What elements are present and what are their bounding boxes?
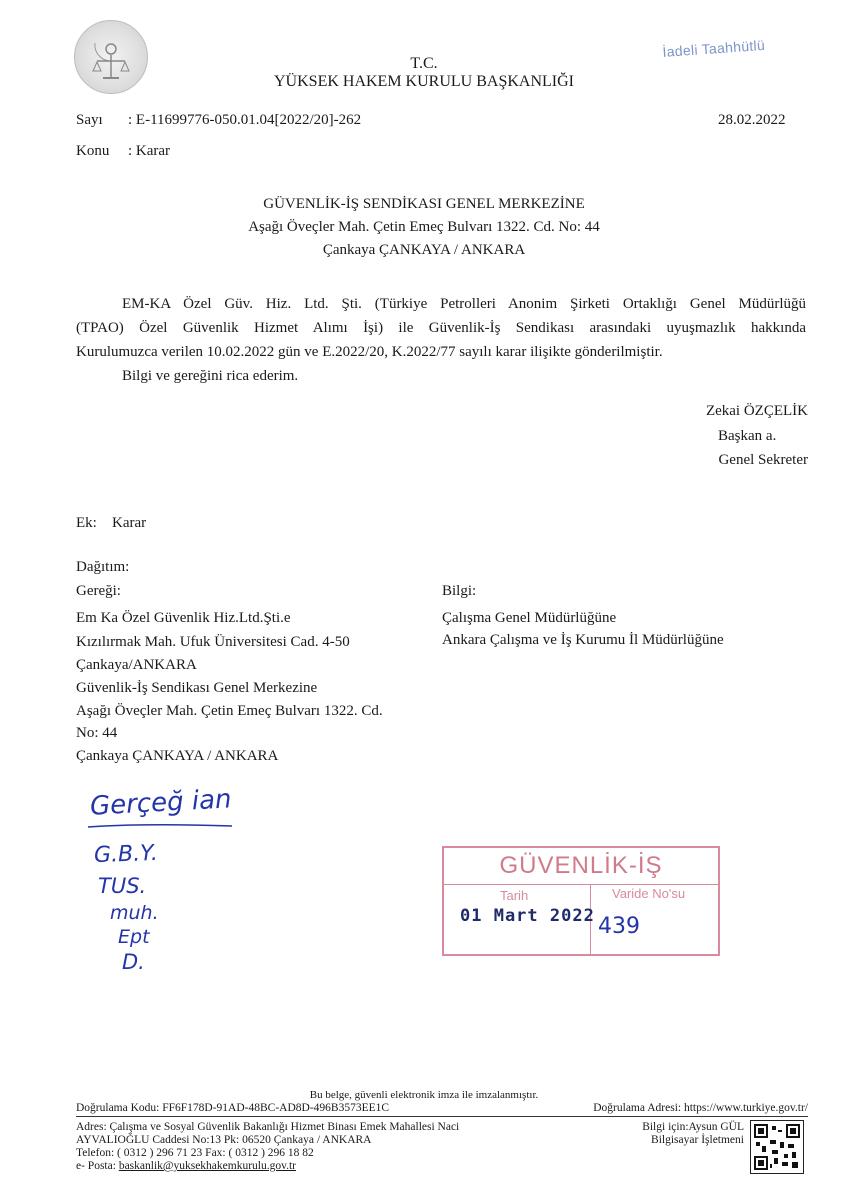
document-date: 28.02.2022: [718, 112, 786, 128]
konu-value: : Karar: [128, 143, 171, 159]
geregi-line: Aşağı Öveçler Mah. Çetin Emeç Bulvarı 1322. Cd.: [76, 703, 383, 719]
geregi-line: No: 44: [76, 725, 118, 741]
distribution-title: Dağıtım:: [76, 559, 130, 575]
bilgi-label: Bilgi:: [442, 583, 477, 599]
geregi-line: Çankaya ÇANKAYA / ANKARA: [76, 748, 279, 764]
geregi-line: Çankaya/ANKARA: [76, 657, 197, 673]
header-country: T.C.: [410, 55, 438, 72]
stamp-date-label: Tarih: [500, 888, 529, 903]
verification-address: Doğrulama Adresi: https://www.turkiye.gov.tr/: [593, 1102, 808, 1114]
signatory-title2: Genel Sekreter: [718, 452, 808, 468]
handwritten-note-line: TUS.: [98, 874, 147, 898]
header-institution: YÜKSEK HAKEM KURULU BAŞKANLIĞI: [274, 73, 574, 90]
handwritten-note-line: muh.: [110, 902, 159, 924]
verification-code: Doğrulama Kodu: FF6F178D-91AD-48BC-AD8D-496B3573EE1C: [76, 1102, 390, 1114]
stamp-received-number: 439: [598, 914, 640, 939]
signatory-title1: Başkan a.: [718, 428, 777, 444]
handwritten-note-line: D.: [122, 950, 145, 974]
body-line3: Kurulumuzca verilen 10.02.2022 gün ve E.2022/20, K.2022/77 sayılı karar ilişikte gönderilmiştir.: [76, 344, 663, 360]
handwritten-note-line: G.B.Y.: [93, 840, 159, 869]
geregi-label: Gereği:: [76, 583, 121, 599]
bilgi-line: Ankara Çalışma ve İş Kurumu İl Müdürlüğüne: [442, 632, 724, 648]
recipient-line2: Aşağı Öveçler Mah. Çetin Emeç Bulvarı 1322. Cd. No: 44: [248, 219, 600, 235]
verification-qr-code: [750, 1120, 804, 1174]
footer-address-line2: AYVALIOĞLU Caddesi No:13 Pk: 06520 Çankaya / ANKARA: [76, 1134, 372, 1146]
footer-divider: [76, 1116, 808, 1117]
recipient-line3: Çankaya ÇANKAYA / ANKARA: [322, 242, 526, 258]
footer-address-line1: Adres: Çalışma ve Sosyal Güvenlik Bakanlığı Hizmet Binası Emek Mahallesi Naci: [76, 1121, 460, 1133]
body-line1: EM-KA Özel Güv. Hiz. Ltd. Şti. (Türkiye Petrolleri Anonim Şirketi Ortaklığı Genel Müdürlüğü: [122, 296, 806, 312]
stamp-number-label: Varide No'su: [612, 886, 686, 901]
konu-label: Konu: [76, 143, 110, 159]
geregi-line: Güvenlik-İş Sendikası Genel Merkezine: [76, 680, 318, 696]
footer-email-link[interactable]: baskanlik@yuksekhakemkurulu.gov.tr: [118, 1160, 297, 1172]
stamp-divider: [444, 884, 718, 885]
footer-email-label: e- Posta:: [76, 1160, 116, 1172]
body-line2: (TPAO) Özel Güvenlik Hizmet Alımı İşi) ile Güvenlik-İş Sendikası arasındaki uyuşmazlık hakkında: [76, 320, 806, 336]
attachment-value: Karar: [112, 515, 147, 531]
recipient-line1: GÜVENLİK-İŞ SENDİKASI GENEL MERKEZİNE: [263, 196, 585, 212]
sayi-value: : E-11699776-050.01.04[2022/20]-262: [128, 112, 362, 128]
bilgi-line: Çalışma Genel Müdürlüğüne: [442, 610, 617, 626]
signatory-name: Zekai ÖZÇELİK: [705, 403, 808, 419]
stamp-received-date: 01 Mart 2022: [460, 906, 595, 926]
attachment-label: Ek:: [76, 515, 97, 531]
received-stamp-org: GÜVENLİK-İŞ: [499, 852, 663, 879]
received-stamp: [442, 846, 720, 956]
handwritten-note-line: Gerçeğ ian: [89, 784, 233, 822]
qr-code-icon: [754, 1124, 800, 1170]
registered-mail-stamp: İadeli Taahhütlü: [662, 36, 766, 60]
footer-phone: Telefon: ( 0312 ) 296 71 23 Fax: ( 0312 ) 296 18 82: [76, 1147, 314, 1159]
geregi-line: Em Ka Özel Güvenlik Hiz.Ltd.Şti.e: [76, 610, 291, 626]
footer-info-contact: Bilgi için:Aysun GÜL: [642, 1121, 744, 1133]
body-closing: Bilgi ve gereğini rica ederim.: [122, 368, 299, 384]
sayi-label: Sayı: [76, 112, 103, 128]
esign-note: Bu belge, güvenli elektronik imza ile imzalanmıştır.: [309, 1089, 539, 1101]
footer-info-title: Bilgisayar İşletmeni: [651, 1134, 744, 1146]
geregi-line: Kızılırmak Mah. Ufuk Üniversitesi Cad. 4-50: [76, 634, 350, 650]
handwritten-underline: [86, 822, 236, 830]
handwritten-note-line: Ept: [118, 926, 150, 948]
footer-email-row: [76, 1160, 296, 1173]
